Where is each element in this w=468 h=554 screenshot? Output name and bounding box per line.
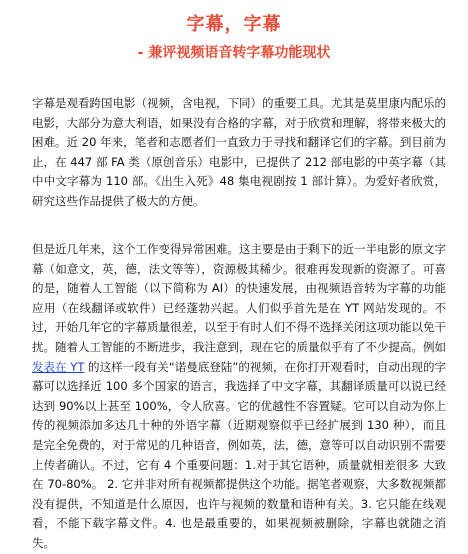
paragraph-2-text-end: 的这样一段有关“诺曼底登陆”的视频，在你打开观看时，自动出现的字幕可以选择近 100 多个国家的语言，我选择了中文字幕，其翻译质量可以说已经达到 90%以上甚至 100%，令人欣喜。它的优越性不容置疑。它可以自动为你上传的视频添加多达几十种的外语字幕（近期观察似乎已经扩展到 130 种），而且是完全免费的，对于常见的几种语音，例如英，法，德，意等可以自动识别不需要上传者确认。不过，它有 4 个重要问题：1.对于其它语种，质量就相差很多 大致在 70-80%。 2. 它并非对所有视频都提供这个功能。据笔者观察，大多数视频都没有提供，不知道是什么原因，也许与视频的数量和语种有关。3. 它只能在线观看，不能下载字幕文件。4. 也是最重要的，如果视频被删除，字幕也就随之消失。 <box>32 359 446 550</box>
youtube-link[interactable]: 发表在 YT <box>32 359 85 374</box>
document-subtitle: - 兼评视频语音转字幕功能现状 <box>137 45 331 61</box>
paragraph-2 <box>32 240 446 554</box>
paragraph-2-text-start: 但是近几年来，这个工作变得异常困难。这主要是由于剩下的近一半电影的原文字幕（如意文，英，德，法文等等），资源极其稀少。很难再发现新的资源了。可喜的是，随着人工智能（以下简称为 AI）的快速发展，由视频语音转为字幕的功能应用（在线翻译或软件）已经蓬勃兴起。人们似乎首先是在 YT 网站发现的。不过，开始几年它的字幕质量很差，以至于有时人们不得不选择关闭这项功能以免干扰。随着人工智能的不断进步，我注意到，现在它的质量似乎有了不少提高。例如 <box>32 242 446 354</box>
paragraph-1: 字幕是观看跨国电影（视频，含电视，下同）的重要工具。尤其是莫里康内配乐的电影，大部分为意大利语，如果没有合格的字幕，对于欣赏和理解，将带来极大的困难。近 20 年来，笔者和志愿者们一直致力于寻找和翻译它们的字幕。到目前为止，在 447 部 FA 类（原创音乐）电影中，已提供了 212 部电影的中英字幕（其中中文字幕为 110 部。《出生入死》48 集电视剧按 1 部计算）。为爱好者欣赏，研究这些作品提供了极大的方便。 <box>32 96 446 208</box>
document-title: 字幕，字幕 <box>186 14 282 35</box>
